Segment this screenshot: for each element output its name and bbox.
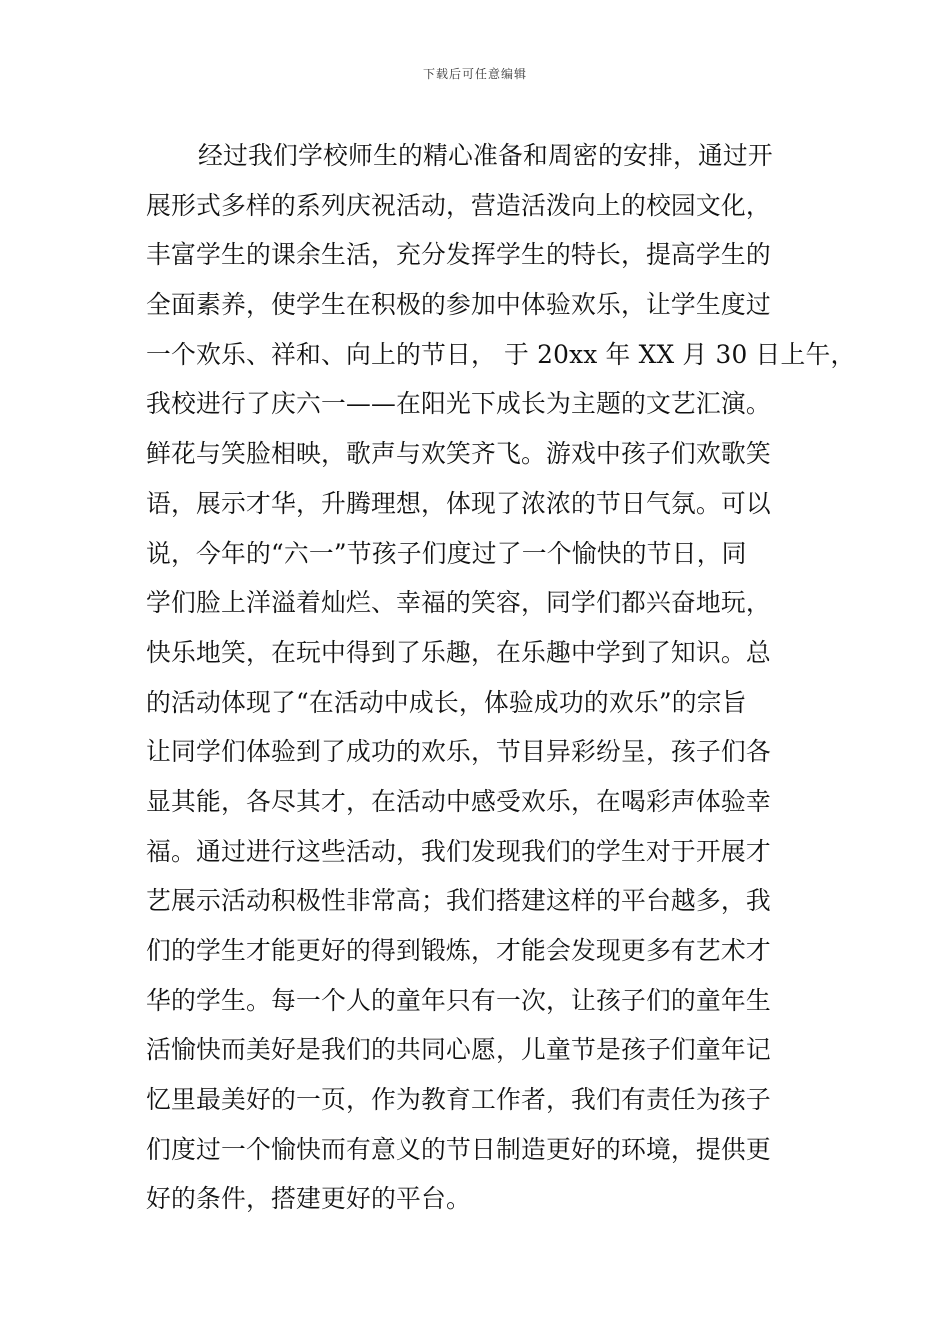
header-note: 下载后可任意编辑 [422, 67, 527, 81]
text-line: 们度过一个愉快而有意义的节日制造更好的环境，提供更 [146, 1134, 771, 1164]
text-line: 我校进行了庆六一——在阳光下成长为主题的文艺汇演。 [146, 389, 771, 419]
text-line: 说，今年的“六一”节孩子们度过了一个愉快的节日，同 [146, 538, 747, 568]
text-line: 鲜花与笑脸相映，歌声与欢笑齐飞。游戏中孩子们欢歌笑 [146, 439, 771, 469]
text-line: 好的条件，搭建更好的平台。 [146, 1184, 471, 1214]
text-line: 丰富学生的课余生活，充分发挥学生的特长，提高学生的 [146, 240, 771, 270]
text-line: 活愉快而美好是我们的共同心愿，儿童节是孩子们童年记 [146, 1035, 771, 1065]
text-line: 快乐地笑，在玩中得到了乐趣，在乐趣中学到了知识。总 [146, 637, 771, 667]
text-line: 忆里最美好的一页，作为教育工作者，我们有责任为孩子 [146, 1085, 771, 1115]
text-line: 们的学生才能更好的得到锻炼，才能会发现更多有艺术才 [146, 936, 771, 965]
text-line: 经过我们学校师生的精心准备和周密的安排，通过开 [198, 141, 773, 170]
text-line: 的活动体现了“在活动中成长，体验成功的欢乐”的宗旨 [146, 687, 747, 717]
body-paragraph [146, 131, 856, 1224]
text-line: 学们脸上洋溢着灿烂、幸福的笑容，同学们都兴奋地玩， [146, 588, 771, 618]
text-line: 一个欢乐、祥和、向上的节日， 于 20xx 年 XX 月 30 日上午， [146, 339, 856, 369]
text-line: 显其能，各尽其才，在活动中感受欢乐，在喝彩声体验幸 [146, 786, 771, 816]
text-line: 语，展示才华，升腾理想，体现了浓浓的节日气氛。可以 [146, 488, 771, 518]
text-line: 艺展示活动积极性非常高；我们搭建这样的平台越多，我 [146, 886, 771, 916]
text-line: 让同学们体验到了成功的欢乐，节目异彩纷呈，孩子们各 [146, 737, 771, 767]
text-line: 福。通过进行这些活动，我们发现我们的学生对于开展才 [146, 836, 771, 866]
text-line: 展形式多样的系列庆祝活动，营造活泼向上的校园文化， [146, 190, 771, 220]
text-line: 华的学生。每一个人的童年只有一次，让孩子们的童年生 [146, 985, 771, 1015]
text-line: 全面素养，使学生在积极的参加中体验欢乐，让学生度过 [146, 290, 771, 320]
